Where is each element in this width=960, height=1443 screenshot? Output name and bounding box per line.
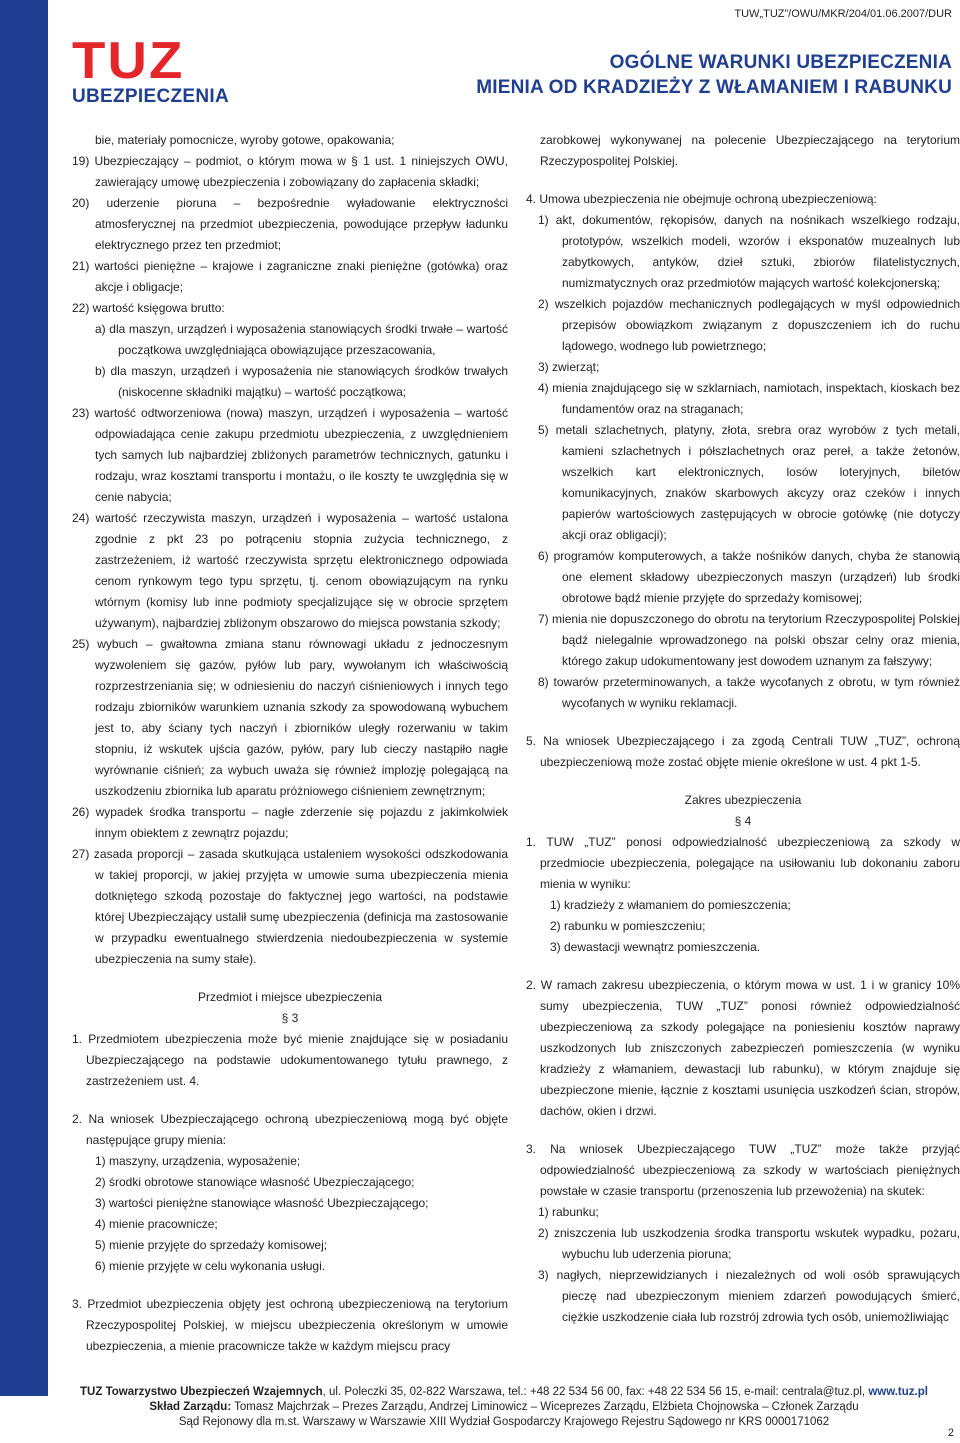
footer-website-link[interactable]: www.tuz.pl — [868, 1386, 928, 1398]
footer-board-line — [48, 1400, 960, 1415]
page-number: 2 — [947, 1427, 954, 1439]
s3-group-5: 5) mienie przyjęte do sprzedaży komisowej; — [95, 1238, 328, 1252]
document-reference: TUW„TUZ”/OWU/MKR/204/01.06.2007/DUR — [734, 8, 952, 20]
s4-item-2: 2. W ramach zakresu ubezpieczenia, o którym mowa w ust. 1 i w granicy 10% sumy ubezpieczenia, TUW „TUZ” ponosi również odpowiedzialność ubezpieczeniową za szkody polegające na poniesieniu kosztów naprawy uszkodzonych lub zniszczonych zabezpieczeń pomieszczenia (w wyniku kradzieży z włamaniem, dewastacji lub rabunku), w którym znajduje się ubezpieczone mienie, łącznie z kosztami usunięcia uszkodzeń ścian, stropów, dachów, okien i drzwi. — [526, 978, 960, 1118]
section-3-number: § 3 — [281, 1011, 299, 1025]
exclusion-5: 5) metali szlachetnych, platyny, złota, srebra oraz wyrobów z tych metali, kamieni szlachetnych i półszlachetnych oraz pereł, a także żetonów, wszelkich kart elektronicznych, losów loteryjnych, biletów komunikacyjnych, znaków skarbowych akcyzy oraz czeków i innych papierów wartościowych zastępujących w obrocie gotówkę (nie dotyczy akcji oraz obligacji); — [538, 423, 960, 542]
section-4-title: Zakres ubezpieczenia — [684, 793, 802, 807]
s3-group-2: 2) środki obrotowe stanowiące własność Ubezpieczającego; — [95, 1175, 415, 1189]
definition-20: 20) uderzenie pioruna – bezpośrednie wyładowanie elektryczności atmosferycznej na przedmiot ubezpieczenia, powodujące przepływ ładunku elektrycznego przez ten przedmiot; — [72, 196, 508, 252]
scope-3: 3) dewastacji wewnątrz pomieszczenia. — [550, 940, 761, 954]
s4-item-1: 1. TUW „TUZ” ponosi odpowiedzialność ubezpieczeniową za szkody w przedmiocie ubezpieczenia, polegające na usiłowaniu lub dokonaniu zaboru mienia w wyniku: — [526, 835, 960, 891]
s3-item-3: 3. Przedmiot ubezpieczenia objęty jest ochroną ubezpieczeniową na terytorium Rzeczypospolitej Polskiej, w miejscu ubezpieczenia określonym w umowie ubezpieczenia, a mienie pracownicze także w każdym miejscu pracy — [72, 1297, 508, 1353]
definition-27: 27) zasada proporcji – zasada skutkująca ustaleniem wysokości odszkodowania w takiej proporcji, w jakiej przyjęta w umowie suma ubezpieczenia mienia dotkniętego szkodą pozostaje do faktycznej jego wartości, na podstawie której Ubezpieczający ustalił sumę ubezpieczenia (definicja ma zastosowanie w przypadku ewentualnego stwierdzenia niedoubezpieczenia w systemie ubezpieczenia na sumy stałe). — [72, 847, 508, 966]
exclusion-7: 7) mienia nie dopuszczonego do obrotu na terytorium Rzeczypospolitej Polskiej bądź nielegalnie wprowadzonego na polski obszar celny oraz mienia, którego zakup udokumentowany jest dowodem uznanym za fałszywy; — [538, 612, 960, 668]
logo-tuz-text: TUZ — [72, 32, 185, 90]
scope-2: 2) rabunku w pomieszczeniu; — [550, 919, 706, 933]
exclusion-6: 6) programów komputerowych, a także nośników danych, chyba że stanowią one element składowy ubezpieczonych maszyn (urządzeń) lub środki obrotowe bądź mienie przyjęte do sprzedaży komisowej; — [538, 549, 960, 605]
title-line-1: OGÓLNE WARUNKI UBEZPIECZENIA — [609, 52, 952, 73]
section-4-number: § 4 — [734, 814, 752, 828]
s3-group-4: 4) mienie pracownicze; — [95, 1217, 218, 1231]
s4-item-3: 3. Na wniosek Ubezpieczającego TUW „TUZ” może także przyjąć odpowiedzialność ubezpieczeniową za szkody w wartościach pieniężnych powstałe w czasie transportu (przenoszenia lub przewożenia) na skutek: — [526, 1142, 960, 1198]
exclusion-4: 4) mienia znajdującego się w szklarniach, namiotach, inspektach, kioskach bez fundamentów oraz na straganach; — [538, 381, 960, 416]
s3-group-1: 1) maszyny, urządzenia, wyposażenie; — [95, 1154, 301, 1168]
s3-group-6: 6) mienie przyjęte w celu wykonania usługi. — [95, 1259, 326, 1273]
side-color-bar — [0, 0, 48, 1396]
page-footer — [48, 1385, 960, 1430]
definition-22: 22) wartość księgowa brutto: — [72, 301, 225, 315]
footer-court-line: Sąd Rejonowy dla m.st. Warszawy w Warszawie XIII Wydział Gospodarczy Krajowego Rejestru Sądowego nr KRS 0000171062 — [178, 1416, 830, 1428]
exclusion-3: 3) zwierząt; — [538, 360, 600, 374]
s3-item-1: 1. Przedmiotem ubezpieczenia może być mienie znajdujące się w posiadaniu Ubezpieczającego na podstawie udokumentowanego tytułu prawnego, z zastrzeżeniem ust. 4. — [72, 1032, 508, 1088]
definition-22b: b) dla maszyn, urządzeń i wyposażenia nie stanowiących środków trwałych (niskocenne składniki majątku) – wartość początkowa; — [95, 364, 508, 399]
exclusion-2: 2) wszelkich pojazdów mechanicznych podlegających w myśl odpowiednich przepisów obowiązkom związanym z dopuszczeniem ich do ruchu lądowego, wodnego lub powietrznego; — [538, 297, 960, 353]
transport-risk-3: 3) nagłych, nieprzewidzianych i niezależnych od woli osób sprawujących pieczę nad ubezpieczonym mieniem zdarzeń powodujących śmierć, ciężkie uszkodzenie ciała lub rozstrój zdrowia tych osób, uniemożliwiając — [538, 1268, 960, 1324]
paragraph-continuation: zarobkowej wykonywanej na polecenie Ubezpieczającego na terytorium Rzeczypospolitej Polskiej. — [540, 133, 960, 168]
exclusion-8: 8) towarów przeterminowanych, a także wycofanych z obrotu, w tym również wycofanych w wyniku reklamacji. — [538, 675, 960, 710]
s3-group-3: 3) wartości pieniężne stanowiące własność Ubezpieczającego; — [95, 1196, 429, 1210]
transport-risk-2: 2) zniszczenia lub uszkodzenia środka transportu wskutek wypadku, pożaru, wybuchu lub uderzenia pioruna; — [538, 1226, 960, 1261]
section-3-title: Przedmiot i miejsce ubezpieczenia — [197, 990, 383, 1004]
document-title — [476, 50, 952, 100]
definition-26: 26) wypadek środka transportu – nagłe zderzenie się pojazdu z jakimkolwiek innym obiektem z zewnątrz pojazdu; — [72, 805, 508, 840]
tuz-logo — [72, 32, 232, 108]
footer-company-name: TUZ Towarzystwo Ubezpieczeń Wzajemnych — [80, 1386, 323, 1398]
logo-subtitle: UBEZPIECZENIA — [72, 86, 229, 107]
right-column — [526, 130, 960, 1328]
exclusion-1: 1) akt, dokumentów, rękopisów, danych na nośnikach wszelkiego rodzaju, prototypów, wszelkich modeli, wzorów i eksponatów muzealnych lub zabytkowych, antyków, dzieł sztuki, zbiorów filatelistycznych, numizmatycznych oraz przedmiotów mających wartość kolekcjonerską; — [538, 213, 960, 290]
definition-25: 25) wybuch – gwałtowna zmiana stanu równowagi układu z jednoczesnym wyzwoleniem się gazów, pyłów lub pary, wywołanym ich właściwością rozprzestrzeniania się; w odniesieniu do naczyń ciśnieniowych i innych tego rodzaju zbiorników warunkiem uznania szkody za spowodowaną wybuchem jest to, aby ściany tych naczyń i zbiorników uległy rozerwaniu w takim stopniu, iż wskutek ujścia gazów, pyłów, pary lub cieczy nastąpiło nagłe wyrównanie ciśnień; za wybuch uważa się również implozję polegającą na uszkodzeniu zbiornika lub aparatu próżniowego ciśnieniem zewnętrznym; — [72, 637, 508, 798]
transport-risk-1: 1) rabunku; — [538, 1205, 599, 1219]
s3-item-5: 5. Na wniosek Ubezpieczającego i za zgodą Centrali TUW „TUZ”, ochroną ubezpieczeniową może zostać objęte mienie określone w ust. 4 pkt 1-5. — [526, 734, 960, 769]
left-column — [72, 130, 508, 1357]
definition-21: 21) wartości pieniężne – krajowe i zagraniczne znaki pieniężne (gotówka) oraz akcje i obligacje; — [72, 259, 508, 294]
definition-23: 23) wartość odtworzeniowa (nowa) maszyn, urządzeń i wyposażenia – wartość odpowiadająca cenie zakupu przedmiotu ubezpieczenia, z uwzględnieniem tych samych lub najbardziej zbliżonych parametrów technicznych, gatunku i rodzaju, wraz kosztami transportu i montażu, o ile koszty te uwzględnia się w cenie nabycia; — [72, 406, 508, 504]
footer-board-members: Tomasz Majchrzak – Prezes Zarządu, Andrzej Liminowicz – Wiceprezes Zarządu, Elżbieta Chojnowska – Członek Zarządu — [231, 1401, 859, 1413]
s3-item-4: 4. Umowa ubezpieczenia nie obejmuje ochroną ubezpieczeniową: — [526, 192, 877, 206]
title-line-2: MIENIA OD KRADZIEŻY Z WŁAMANIEM I RABUNKU — [476, 77, 952, 98]
paragraph-continuation: bie, materiały pomocnicze, wyroby gotowe, opakowania; — [95, 133, 395, 147]
footer-address: , ul. Poleczki 35, 02-822 Warszawa, tel.: +48 22 534 56 00, fax: +48 22 534 56 15, e-mail: centrala@tuz.pl, — [322, 1386, 869, 1398]
s3-item-2: 2. Na wniosek Ubezpieczającego ochroną ubezpieczeniową mogą być objęte następujące grupy mienia: — [72, 1112, 508, 1147]
footer-company-line — [48, 1385, 960, 1400]
definition-19: 19) Ubezpieczający – podmiot, o którym mowa w § 1 ust. 1 niniejszych OWU, zawierający umowę ubezpieczenia i zobowiązany do zapłacenia składki; — [72, 154, 508, 189]
scope-1: 1) kradzieży z włamaniem do pomieszczenia; — [550, 898, 791, 912]
footer-board-label: Skład Zarządu: — [149, 1401, 232, 1413]
definition-22a: a) dla maszyn, urządzeń i wyposażenia stanowiących środki trwałe – wartość początkowa uwzględniająca obowiązujące przeszacowania, — [95, 322, 508, 357]
definition-24: 24) wartość rzeczywista maszyn, urządzeń i wyposażenia – wartość ustalona zgodnie z pkt 23 po potrąceniu stopnia zużycia technicznego, z zastrzeżeniem, iż wartość rzeczywista sprzętu elektronicznego odpowiada cenom rynkowym tego typu sprzętu, tj. cenom obowiązującym na rynku wtórnym (komisy lub inne podmioty specjalizujące się w obrocie sprzętem używanym), najbardziej zbliżonym obszarowo do miejsca powstania szkody; — [72, 511, 508, 630]
